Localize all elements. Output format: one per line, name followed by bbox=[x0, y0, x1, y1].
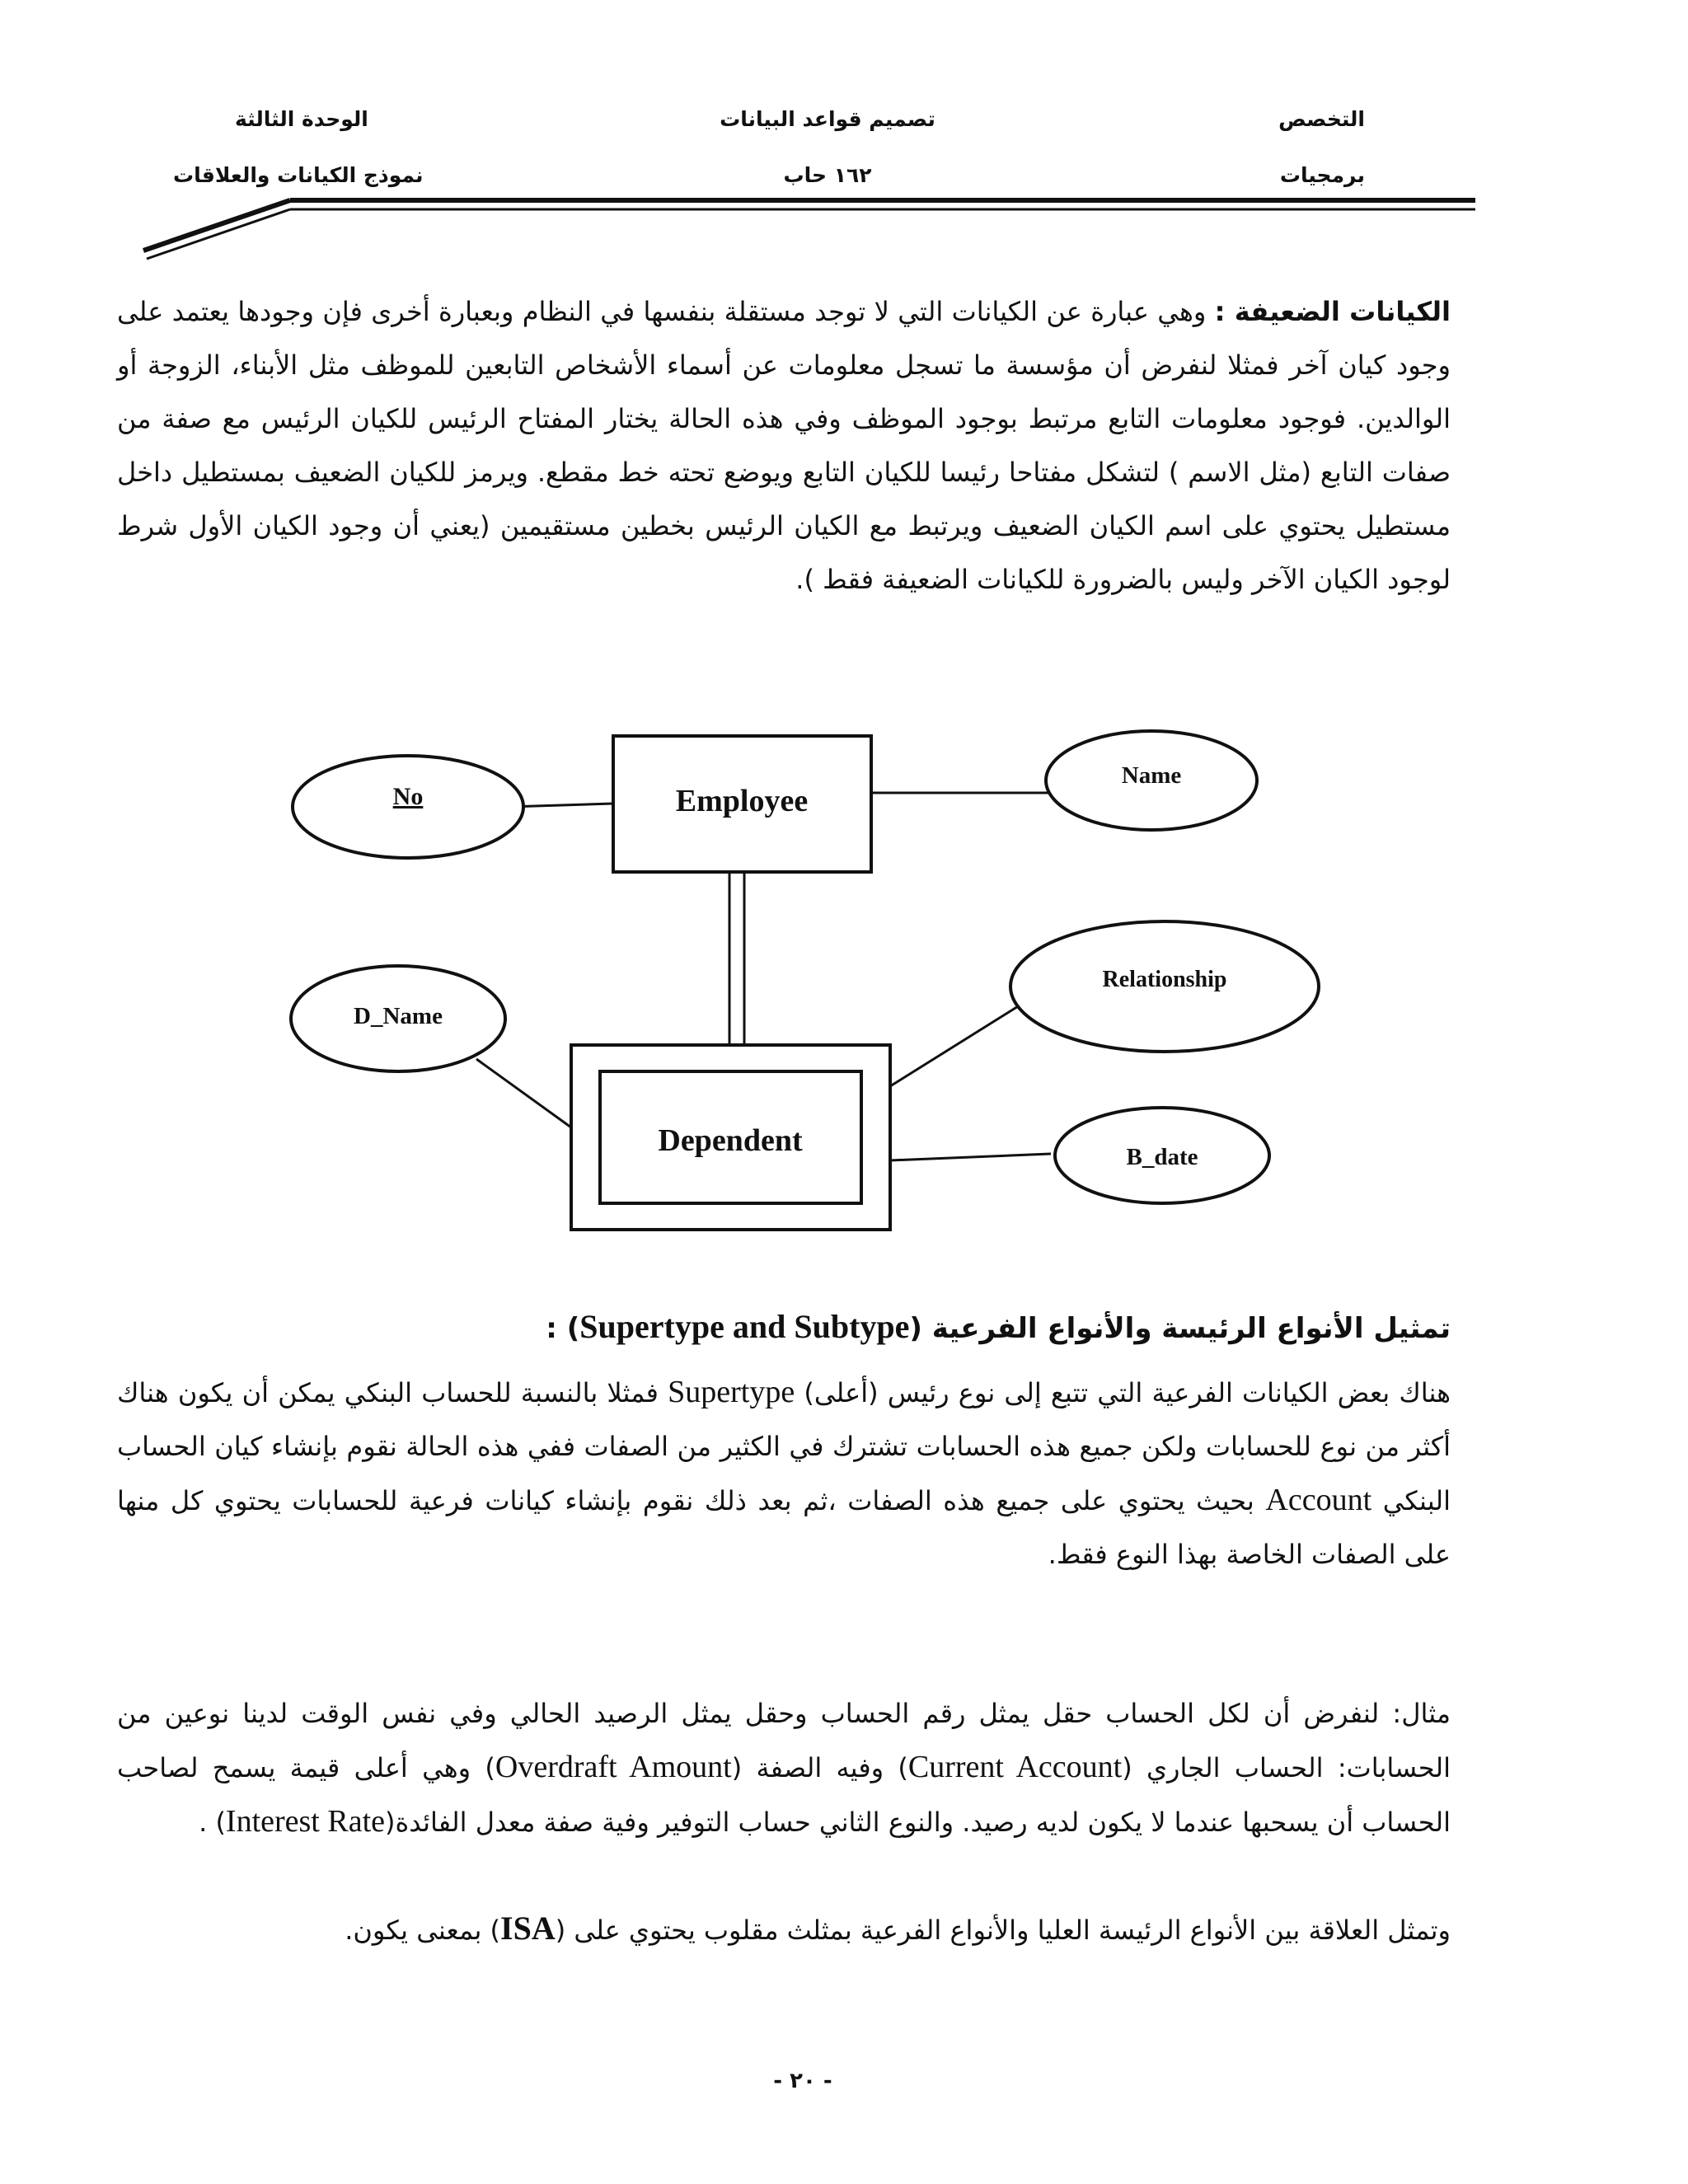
supertype-heading bbox=[117, 1302, 1451, 1353]
supertype-heading-en: Supertype and Subtype bbox=[579, 1308, 910, 1345]
d-name-connector bbox=[476, 1059, 571, 1127]
employee-entity-label: Employee bbox=[675, 784, 809, 818]
page-number: - ٢٠ - bbox=[773, 2069, 832, 2093]
p2-term-overdraft: Overdraft Amount bbox=[495, 1750, 732, 1784]
p1-term-supertype: Supertype bbox=[668, 1375, 795, 1409]
specialty-value: برمجيات bbox=[1279, 163, 1365, 187]
unit-label: الوحدة الثالثة bbox=[235, 107, 368, 131]
supertype-paragraph-2 bbox=[117, 1687, 1451, 1849]
relationship-connector bbox=[890, 1004, 1022, 1086]
p3-term-isa: ISA bbox=[500, 1910, 556, 1947]
supertype-heading-paren-close: ) bbox=[566, 1312, 580, 1345]
p1-term-account: Account bbox=[1265, 1483, 1372, 1517]
weak-entities-term: الكيانات الضعيفة : bbox=[1214, 296, 1451, 327]
p1-text-c: بحيث يحتوي على جميع هذه الصفات ،ثم بعد ذلك نقوم بإنشاء كيانات فرعية للحسابات يحتوي كل منها على الصفات الخاصة بهذا النوع فقط. bbox=[117, 1485, 1451, 1570]
dependent-entity-label: Dependent bbox=[658, 1123, 803, 1158]
supertype-paragraph-1 bbox=[117, 1366, 1451, 1582]
relationship-attribute-label: Relationship bbox=[1102, 967, 1227, 992]
unit-title: نموذج الكيانات والعلاقات bbox=[173, 163, 424, 187]
supertype-heading-ar: تمثيل الأنواع الرئيسة والأنواع الفرعية bbox=[931, 1312, 1451, 1345]
specialty-label: التخصص bbox=[1278, 107, 1365, 131]
b-date-attribute-label: B_date bbox=[1126, 1144, 1198, 1170]
p2-term-current-account: Current Account bbox=[907, 1750, 1123, 1784]
b-date-connector bbox=[890, 1154, 1051, 1160]
supertype-heading-colon: : bbox=[546, 1312, 557, 1345]
p2-term-interest-rate: Interest Rate bbox=[225, 1804, 386, 1839]
course-code: ١٦٢ حاب bbox=[783, 163, 872, 187]
p1-text-b: فمثلا بالنسبة للحساب البنكي يمكن أن يكون هناك أكثر من نوع للحسابات ولكن جميع هذه الحسابات تشترك في الكثير من الصفات ففي هذه الحالة نقوم بإنشاء كيان الحساب البنكي bbox=[117, 1377, 1451, 1516]
weak-entities-text: وهي عبارة عن الكيانات التي لا توجد مستقلة بنفسها في النظام وبعبارة أخرى فإن وجودها يعتمد على وجود كيان آخر فمثلا لنفرض أن مؤسسة ما تسجل معلومات عن أسماء الأشخاص التابعين للموظف مثل الأبناء، الزوجة أو الوالدين. فوجود معلومات التابع مرتبط بوجود الموظف وفي هذه الحالة يختار المفتاح الرئيس للكيان الرئيس مع صفة من صفات التابع (مثل الاسم ) لتشكل مفتاحا رئيسا للكيان التابع ويوضع تحته خط مقطع. ويرمز للكيان الضعيف بمستطيل داخل مستطيل يحتوي على اسم الكيان الضعيف ويرتبط مع الكيان الرئيس بخطين مستقيمين (يعني أن وجود الكيان الأول شرط لوجود الكيان الآخر وليس بالضرورة للكيانات الضعيفة فقط ). bbox=[117, 296, 1451, 595]
p2-text-d: ) . bbox=[199, 1807, 226, 1838]
p3-text-b: ) بمعنى يكون. bbox=[345, 1915, 501, 1946]
p3-text-a: وتمثل العلاقة بين الأنواع الرئيسة العليا والأنواع الفرعية بمثلث مقلوب يحتوي على ( bbox=[555, 1915, 1451, 1946]
supertype-heading-paren-open: ( bbox=[909, 1312, 922, 1345]
supertype-paragraph-3 bbox=[117, 1901, 1451, 1957]
p2-text-a: مثال: لنفرض أن لكل الحساب حقل يمثل رقم الحساب وحقل يمثل الرصيد الحالي وفي نفس الوقت لدينا نوعين من الحسابات: الحساب الجاري ( bbox=[117, 1698, 1451, 1783]
course-title: تصميم قواعد البيانات bbox=[720, 107, 935, 131]
no-attribute-label: No bbox=[392, 783, 424, 810]
p2-text-c: ) وهي أعلى قيمة يسمح لصاحب الحساب أن يسحبها عندما لا يكون لديه رصيد. والنوع الثاني حساب التوفير وفية صفة معدل الفائدة( bbox=[117, 1752, 1451, 1838]
p2-text-b: ) وفيه الصفة ( bbox=[731, 1752, 908, 1783]
name-attribute-label: Name bbox=[1121, 762, 1182, 789]
d-name-attribute-label: D_Name bbox=[354, 1003, 443, 1029]
p1-text-a: هناك بعض الكيانات الفرعية التي تتبع إلى نوع رئيس (أعلى) bbox=[804, 1377, 1451, 1408]
